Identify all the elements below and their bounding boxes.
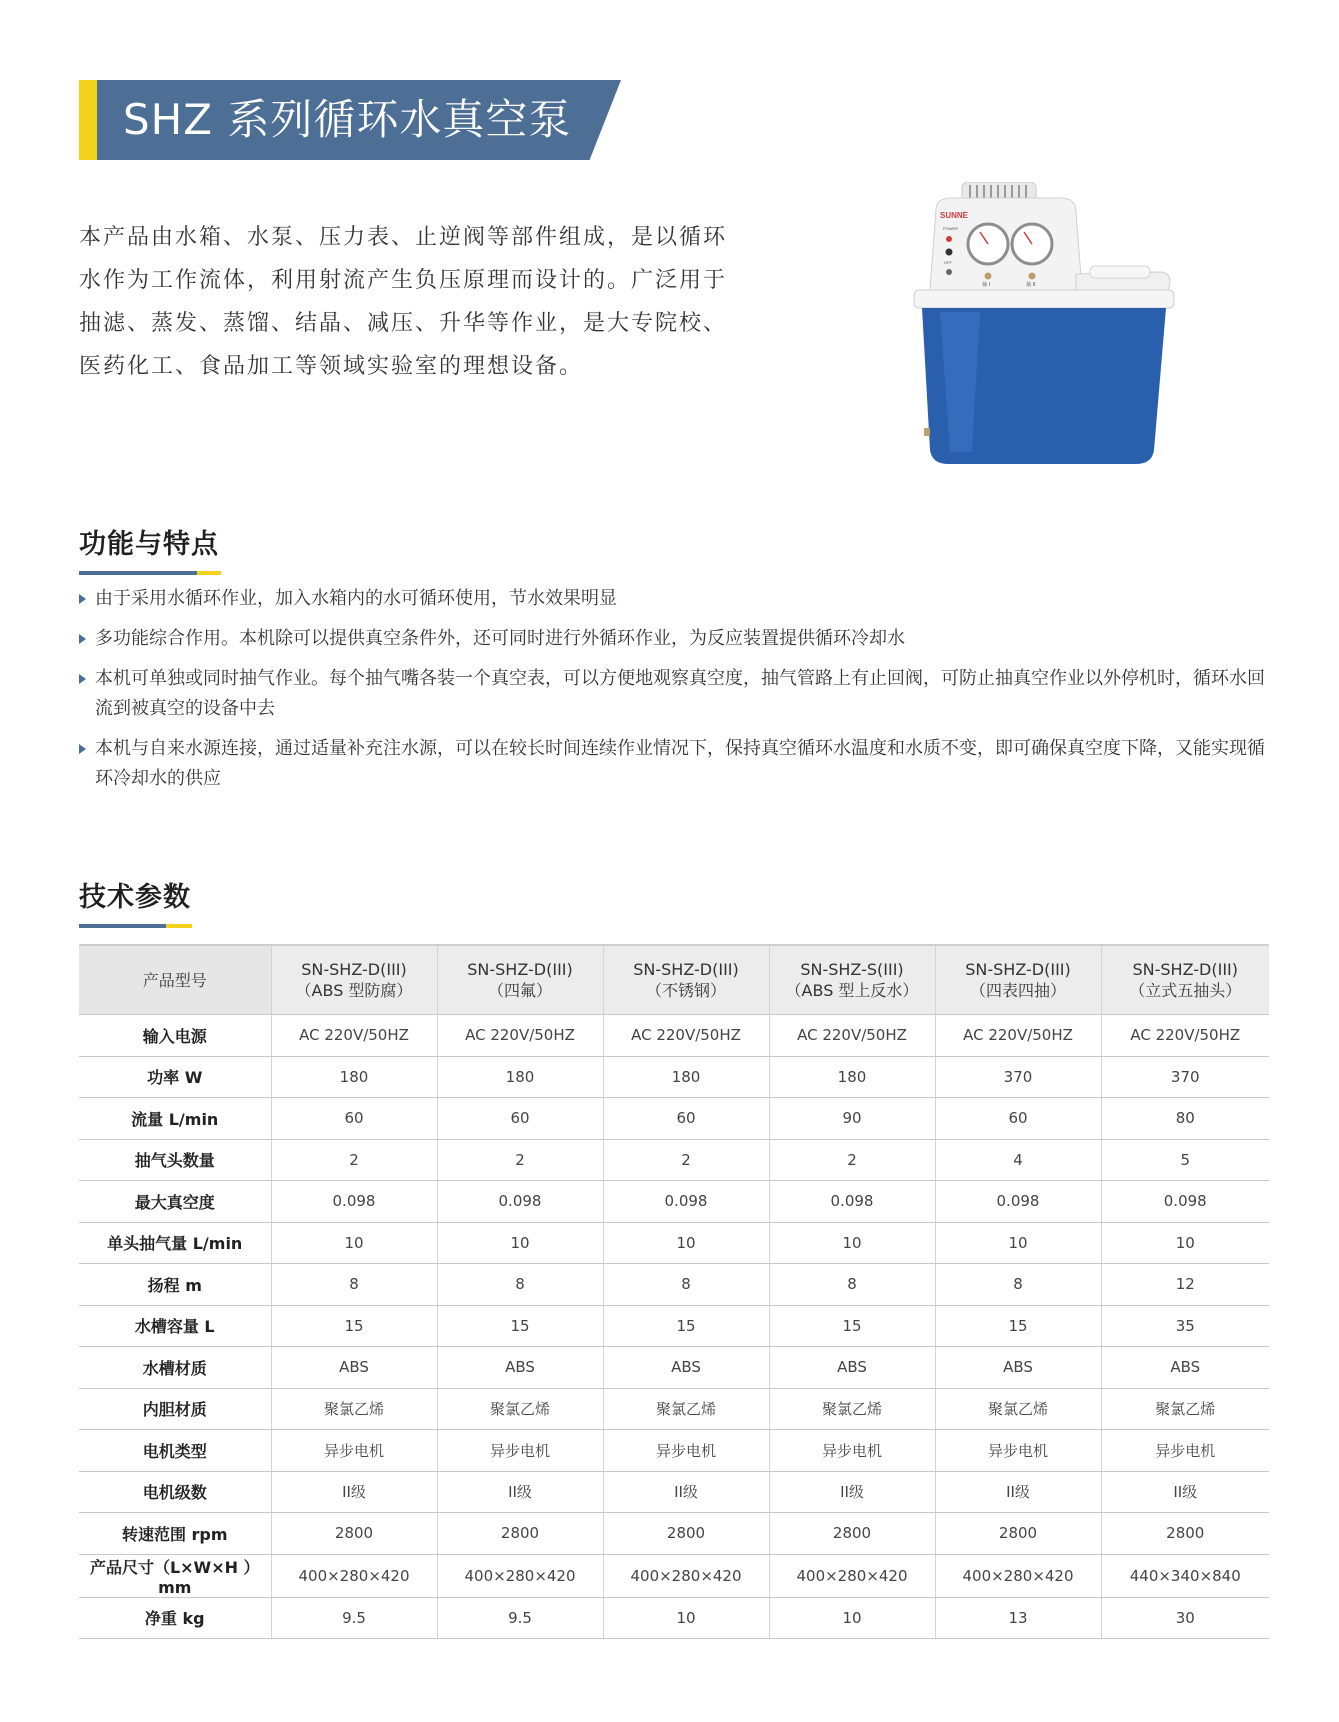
value-cell: 400×280×420 bbox=[935, 1554, 1101, 1597]
model-name: SN-SHZ-D(III) bbox=[467, 960, 573, 979]
value-cell: II级 bbox=[271, 1471, 437, 1513]
value-cell: 2800 bbox=[1101, 1513, 1269, 1555]
value-cell: ABS bbox=[437, 1347, 603, 1389]
value-cell: 2800 bbox=[603, 1513, 769, 1555]
table-row bbox=[79, 1471, 1269, 1513]
row-label-cell: 输入电源 bbox=[79, 1015, 271, 1057]
value-cell: 15 bbox=[769, 1305, 935, 1347]
value-cell: 2800 bbox=[769, 1513, 935, 1555]
model-header-cell bbox=[603, 945, 769, 1015]
bullet-triangle-icon bbox=[79, 634, 86, 644]
model-header-cell bbox=[271, 945, 437, 1015]
underline-yellow bbox=[166, 924, 192, 928]
model-name: SN-SHZ-D(III) bbox=[1132, 960, 1238, 979]
value-cell: 180 bbox=[271, 1056, 437, 1098]
model-variant: （立式五抽头） bbox=[1129, 981, 1242, 1000]
value-cell: 聚氯乙烯 bbox=[437, 1388, 603, 1430]
row-label-cell: 净重 kg bbox=[79, 1597, 271, 1639]
table-row bbox=[79, 1139, 1269, 1181]
table-row bbox=[79, 1597, 1269, 1639]
value-cell: 10 bbox=[603, 1222, 769, 1264]
header-label-cell: 产品型号 bbox=[79, 945, 271, 1015]
row-label-cell: 电机级数 bbox=[79, 1471, 271, 1513]
value-cell: 10 bbox=[271, 1222, 437, 1264]
model-header-cell bbox=[1101, 945, 1269, 1015]
intro-line: 抽滤、蒸发、蒸馏、结晶、减压、升华等作业，是大专院校、 bbox=[79, 311, 728, 336]
power-switch-icon bbox=[946, 249, 953, 256]
model-name: SN-SHZ-D(III) bbox=[633, 960, 739, 979]
value-cell: 4 bbox=[935, 1139, 1101, 1181]
value-cell: 异步电机 bbox=[1101, 1430, 1269, 1472]
heading-underline bbox=[79, 571, 221, 575]
intro-line: 水作为工作流体，利用射流产生负压原理而设计的。广泛用于 bbox=[79, 268, 728, 293]
value-cell: 60 bbox=[271, 1098, 437, 1140]
value-cell: AC 220V/50HZ bbox=[271, 1015, 437, 1057]
value-cell: 9.5 bbox=[437, 1597, 603, 1639]
value-cell: 440×340×840 bbox=[1101, 1554, 1269, 1597]
value-cell: AC 220V/50HZ bbox=[437, 1015, 603, 1057]
row-label-cell: 功率 W bbox=[79, 1056, 271, 1098]
value-cell: 370 bbox=[935, 1056, 1101, 1098]
list-item bbox=[79, 664, 1269, 724]
value-cell: AC 220V/50HZ bbox=[935, 1015, 1101, 1057]
value-cell: 60 bbox=[603, 1098, 769, 1140]
underline-blue bbox=[79, 571, 197, 575]
specs-heading bbox=[79, 880, 192, 928]
value-cell: 异步电机 bbox=[271, 1430, 437, 1472]
features-heading bbox=[79, 527, 221, 575]
table-row bbox=[79, 1264, 1269, 1306]
value-cell: 异步电机 bbox=[769, 1430, 935, 1472]
value-cell: 聚氯乙烯 bbox=[935, 1388, 1101, 1430]
list-item bbox=[79, 624, 1269, 654]
row-label-cell: 流量 L/min bbox=[79, 1098, 271, 1140]
value-cell: AC 220V/50HZ bbox=[603, 1015, 769, 1057]
feature-text: 本机与自来水源连接，通过适量补充注水源，可以在较长时间连续作业情况下，保持真空循环水温度和水质不变，即可确保真空度下降，又能实现循环冷却水的供应 bbox=[95, 738, 1265, 789]
specs-heading-text: 技术参数 bbox=[79, 882, 191, 913]
value-cell: 80 bbox=[1101, 1098, 1269, 1140]
features-heading-text: 功能与特点 bbox=[79, 529, 219, 560]
title-banner bbox=[79, 80, 621, 160]
model-header-cell bbox=[935, 945, 1101, 1015]
brand-logo: SUNNE bbox=[940, 211, 969, 220]
row-label-cell: 单头抽气量 L/min bbox=[79, 1222, 271, 1264]
model-header-cell bbox=[769, 945, 935, 1015]
intro-paragraph bbox=[79, 216, 759, 388]
row-label-cell: 电机类型 bbox=[79, 1430, 271, 1472]
model-variant: （ABS 型防腐） bbox=[295, 981, 413, 1000]
value-cell: 8 bbox=[935, 1264, 1101, 1306]
power-label: POWER bbox=[943, 226, 959, 231]
value-cell: 400×280×420 bbox=[603, 1554, 769, 1597]
table-row bbox=[79, 1098, 1269, 1140]
tank-rim bbox=[914, 290, 1174, 308]
value-cell: ABS bbox=[271, 1347, 437, 1389]
value-cell: 聚氯乙烯 bbox=[271, 1388, 437, 1430]
value-cell: AC 220V/50HZ bbox=[769, 1015, 935, 1057]
value-cell: 10 bbox=[769, 1222, 935, 1264]
suction-nozzle-right-icon bbox=[1029, 273, 1036, 280]
value-cell: 180 bbox=[603, 1056, 769, 1098]
model-variant: （四氟） bbox=[487, 981, 552, 1000]
value-cell: 0.098 bbox=[271, 1181, 437, 1223]
value-cell: 5 bbox=[1101, 1139, 1269, 1181]
value-cell: 10 bbox=[603, 1597, 769, 1639]
table-row bbox=[79, 1015, 1269, 1057]
value-cell: 370 bbox=[1101, 1056, 1269, 1098]
features-list bbox=[79, 584, 1269, 804]
model-header-cell bbox=[437, 945, 603, 1015]
heading-underline bbox=[79, 924, 192, 928]
lid-step bbox=[1090, 266, 1150, 278]
table-row bbox=[79, 1181, 1269, 1223]
value-cell: 15 bbox=[437, 1305, 603, 1347]
value-cell: ABS bbox=[769, 1347, 935, 1389]
value-cell: 30 bbox=[1101, 1597, 1269, 1639]
value-cell: 15 bbox=[603, 1305, 769, 1347]
value-cell: 0.098 bbox=[437, 1181, 603, 1223]
model-name: SN-SHZ-S(III) bbox=[800, 960, 904, 979]
value-cell: 90 bbox=[769, 1098, 935, 1140]
specs-table bbox=[79, 944, 1269, 1639]
value-cell: 12 bbox=[1101, 1264, 1269, 1306]
value-cell: 异步电机 bbox=[603, 1430, 769, 1472]
value-cell: 8 bbox=[769, 1264, 935, 1306]
value-cell: 8 bbox=[603, 1264, 769, 1306]
row-label-cell: 抽气头数量 bbox=[79, 1139, 271, 1181]
value-cell: 10 bbox=[437, 1222, 603, 1264]
table-row bbox=[79, 1347, 1269, 1389]
bullet-triangle-icon bbox=[79, 674, 86, 684]
value-cell: 8 bbox=[271, 1264, 437, 1306]
row-label-cell: 内胆材质 bbox=[79, 1388, 271, 1430]
row-label-cell: 水槽容量 L bbox=[79, 1305, 271, 1347]
row-label-cell: 转速范围 rpm bbox=[79, 1513, 271, 1555]
value-cell: 35 bbox=[1101, 1305, 1269, 1347]
table-row bbox=[79, 1554, 1269, 1597]
feature-text: 由于采用水循环作业，加入水箱内的水可循环使用，节水效果明显 bbox=[95, 588, 617, 609]
value-cell: 聚氯乙烯 bbox=[769, 1388, 935, 1430]
value-cell: 10 bbox=[935, 1222, 1101, 1264]
table-header-row bbox=[79, 945, 1269, 1015]
nozzle-label-left: 抽 I bbox=[982, 282, 991, 288]
switch-knob-icon bbox=[946, 269, 952, 275]
underline-yellow bbox=[197, 571, 221, 575]
value-cell: 10 bbox=[1101, 1222, 1269, 1264]
value-cell: 15 bbox=[935, 1305, 1101, 1347]
row-label-cell: 产品尺寸（L×W×H ）mm bbox=[79, 1554, 271, 1597]
value-cell: 60 bbox=[935, 1098, 1101, 1140]
value-cell: 400×280×420 bbox=[271, 1554, 437, 1597]
value-cell: 2800 bbox=[437, 1513, 603, 1555]
value-cell: 2800 bbox=[271, 1513, 437, 1555]
list-item bbox=[79, 734, 1269, 794]
banner-accent-bar bbox=[79, 80, 97, 160]
table-row bbox=[79, 1056, 1269, 1098]
table-row bbox=[79, 1513, 1269, 1555]
value-cell: II级 bbox=[769, 1471, 935, 1513]
drain-valve-icon bbox=[924, 428, 930, 436]
row-label-cell: 最大真空度 bbox=[79, 1181, 271, 1223]
suction-nozzle-left-icon bbox=[985, 273, 992, 280]
row-label-cell: 扬程 m bbox=[79, 1264, 271, 1306]
model-name: SN-SHZ-D(III) bbox=[965, 960, 1071, 979]
value-cell: 2 bbox=[769, 1139, 935, 1181]
value-cell: 9.5 bbox=[271, 1597, 437, 1639]
bullet-triangle-icon bbox=[79, 594, 86, 604]
model-variant: （ABS 型上反水） bbox=[785, 981, 919, 1000]
value-cell: 异步电机 bbox=[935, 1430, 1101, 1472]
value-cell: 60 bbox=[437, 1098, 603, 1140]
value-cell: 400×280×420 bbox=[769, 1554, 935, 1597]
value-cell: 13 bbox=[935, 1597, 1101, 1639]
value-cell: 0.098 bbox=[935, 1181, 1101, 1223]
table-row bbox=[79, 1430, 1269, 1472]
value-cell: 0.098 bbox=[603, 1181, 769, 1223]
table-row bbox=[79, 1388, 1269, 1430]
model-variant: （四表四抽） bbox=[969, 981, 1066, 1000]
product-image bbox=[900, 182, 1190, 482]
value-cell: 10 bbox=[769, 1597, 935, 1639]
value-cell: 2 bbox=[603, 1139, 769, 1181]
value-cell: 15 bbox=[271, 1305, 437, 1347]
value-cell: 聚氯乙烯 bbox=[603, 1388, 769, 1430]
off-label: OFF bbox=[944, 260, 952, 265]
value-cell: 8 bbox=[437, 1264, 603, 1306]
value-cell: ABS bbox=[1101, 1347, 1269, 1389]
bullet-triangle-icon bbox=[79, 744, 86, 754]
intro-line: 本产品由水箱、水泵、压力表、止逆阀等部件组成，是以循环 bbox=[79, 225, 728, 250]
nozzle-label-right: 抽 II bbox=[1026, 282, 1036, 288]
value-cell: 400×280×420 bbox=[437, 1554, 603, 1597]
intro-line: 医药化工、食品加工等领域实验室的理想设备。 bbox=[79, 354, 584, 379]
value-cell: 180 bbox=[769, 1056, 935, 1098]
model-variant: （不锈钢） bbox=[645, 981, 726, 1000]
value-cell: II级 bbox=[935, 1471, 1101, 1513]
value-cell: 2 bbox=[271, 1139, 437, 1181]
value-cell: 2800 bbox=[935, 1513, 1101, 1555]
row-label-cell: 水槽材质 bbox=[79, 1347, 271, 1389]
value-cell: ABS bbox=[603, 1347, 769, 1389]
list-item bbox=[79, 584, 1269, 614]
value-cell: 2 bbox=[437, 1139, 603, 1181]
value-cell: II级 bbox=[603, 1471, 769, 1513]
value-cell: 0.098 bbox=[1101, 1181, 1269, 1223]
underline-blue bbox=[79, 924, 166, 928]
value-cell: 0.098 bbox=[769, 1181, 935, 1223]
table-row bbox=[79, 1222, 1269, 1264]
value-cell: 异步电机 bbox=[437, 1430, 603, 1472]
feature-text: 本机可单独或同时抽气作业。每个抽气嘴各装一个真空表，可以方便地观察真空度，抽气管路上有止回阀，可防止抽真空作业以外停机时，循环水回流到被真空的设备中去 bbox=[95, 668, 1265, 719]
value-cell: 180 bbox=[437, 1056, 603, 1098]
power-indicator-icon bbox=[946, 236, 952, 242]
value-cell: II级 bbox=[437, 1471, 603, 1513]
page-title: SHZ 系列循环水真空泵 bbox=[123, 95, 572, 144]
value-cell: 聚氯乙烯 bbox=[1101, 1388, 1269, 1430]
value-cell: AC 220V/50HZ bbox=[1101, 1015, 1269, 1057]
value-cell: II级 bbox=[1101, 1471, 1269, 1513]
value-cell: ABS bbox=[935, 1347, 1101, 1389]
table-row bbox=[79, 1305, 1269, 1347]
feature-text: 多功能综合作用。本机除可以提供真空条件外，还可同时进行外循环作业，为反应装置提供循环冷却水 bbox=[95, 628, 905, 649]
model-name: SN-SHZ-D(III) bbox=[301, 960, 407, 979]
